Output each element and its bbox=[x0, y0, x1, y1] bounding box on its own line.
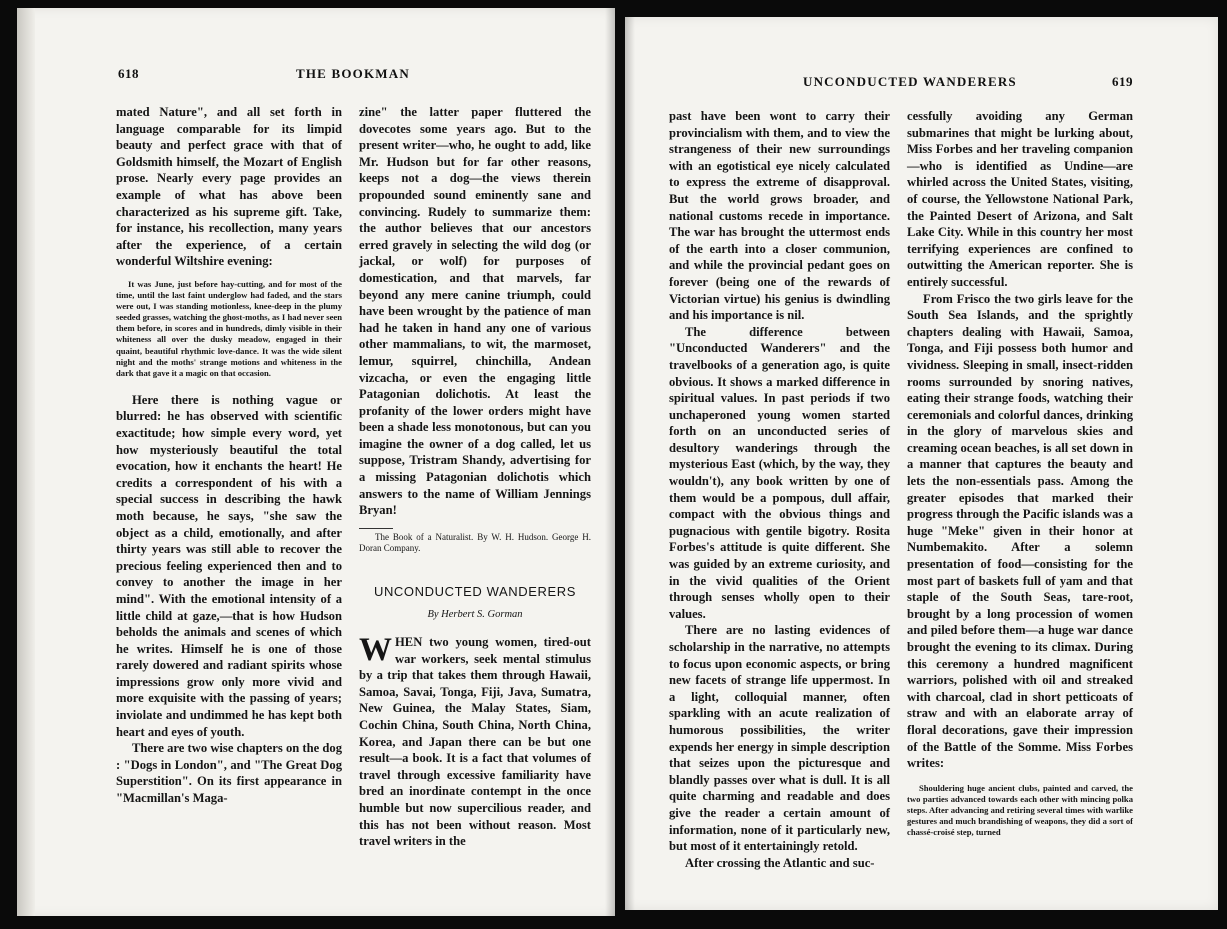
paragraph: There are two wise chapters on the dog : "Dogs in London", and "The Great Dog Superstition". On its first appearance in "Macmillan's Maga- bbox=[116, 741, 342, 806]
block-quote: It was June, just before hay-cutting, and for most of the time, until the last faint underglow had faded, and the stars were out, I was standing motionless, knee-deep in the plumy seeded grasses, watching the ghost-moths, as I had never seen them before, in scores and in hundreds, dimly visible in their whiteness all over the dusky meadow, engaged in their quaint, beautiful rhythmic love-dance. It was the wide silent night and the moths' strange motions and whiteness in the dark that gave it a magic on that occasion. bbox=[116, 278, 342, 378]
paragraph-text: HEN two young women, tired-out war workers, seek mental stimulus by a trip that takes them through Hawaii, Samoa, Savai, Tonga, Fiji, Java, Sumatra, New Guinea, the Malay States, Siam, Cochin China, South China, North China, Korea, and Japan there can be but one result—a book. It is a fact that volumes of travel through excessive familiarity have bred an inordinate contempt in the once humble but now supercilious reader, and this has not been without reason. Most travel writers in the bbox=[359, 635, 591, 849]
running-head: THE BOOKMAN bbox=[296, 66, 410, 81]
gutter-shadow bbox=[605, 8, 615, 916]
paragraph: Here there is nothing vague or blurred: he has observed with scientific exactitude; how simple every word, yet how mysteriously beautiful the total evocation, how it enchants the heart! He credits a correspondent of his with a special success in describing the hawk moth because, he says, "she saw the object as a child, emotionally, and after thirty years was still able to recover the precious feeling experienced then and to convey to another the image in her mind". With the emotional intensity of a little child at gaze,—that is how Hudson beholds the animals and scenes of which he writes. Himself he is one of those rarely dowered and radiant spirits whose impressions grow only more vivid and more exquisite with the passing of years; inviolate and undimmed he has kept both heart and eyes of youth. bbox=[116, 392, 342, 739]
right-page bbox=[625, 17, 1218, 910]
page-edge bbox=[17, 8, 35, 916]
footnote-rule bbox=[359, 528, 393, 529]
paragraph: cessfully avoiding any German submarines that might be lurking about, Miss Forbes and her traveling companion—who is identified as Undine—are whirled across the United States, visiting, of course, the Yellowstone National Park, the Painted Desert of Arizona, and Salt Lake City. While in this country her most terrifying experiences are confined to outwitting the American reporter. She is entirely successful. bbox=[907, 109, 1133, 289]
column-2 bbox=[359, 104, 591, 850]
paragraph: From Frisco the two girls leave for the South Sea Islands, and the sprightly chapters dealing with Hawaii, Samoa, Tonga, and Fiji possess both humor and vividness. Sleeping in small, insect-ridden rooms surrounded by snoring natives, eating their strange foods, watching their ceremonials and colorful dances, drinking in the glory of marvelous skies and creaming ocean beaches, is all set down in a manner that captures the beauty and lets the non-essentials pass. Among the greater episodes that marked their progress through the Pacific islands was a huge "Meke" given in their honor at Numbemakito. After a solemn presentation of food—consisting for the most part of baskets full of yam and that staple of the South Seas, tare-root, brought by a long procession of women and piled before them—a huge war dance brought the evening to its climax. During this ceremony a hundred magnificent warriors, polished with oil and streaked with charcoal, clad in short petticoats of straw and with an elaborate array of floral decorations, gave their impression of the Battle of the Somme. Miss Forbes writes: bbox=[907, 291, 1133, 771]
paragraph: After crossing the Atlantic and suc- bbox=[685, 855, 875, 870]
paragraph: mated Nature", and all set forth in language comparable for its limpid beauty and perfect grace with that of Goldsmith himself, the Mozart of English prose. Nearly every page provides an example of what has above been characterized as his supreme gift. Take, for instance, his recollection, many years after the experience, of a certain wonderful Wiltshire evening: bbox=[116, 105, 342, 269]
page-number: 619 bbox=[1112, 74, 1133, 89]
column-2 bbox=[907, 108, 1133, 838]
column-1 bbox=[669, 108, 890, 871]
running-head: UNCONDUCTED WANDERERS bbox=[803, 74, 1017, 89]
article-title: UNCONDUCTED WANDERERS bbox=[373, 583, 577, 599]
left-page bbox=[17, 8, 615, 916]
drop-cap: W bbox=[359, 632, 392, 669]
paragraph: There are no lasting evidences of scholarship in the narrative, no attempts to focus upon economic aspects, or bring new facets of strange life uppermost. In a light, colloquial manner, often sparkling with an acute realization of humorous possibilities, the writer expends her energy in simple description that seizes upon the picturesque and blandly passes over what is dull. It is all quite charming and readable and does give the reader a certain amount of information, none of it particularly new, but most of it entertainingly retold. bbox=[669, 623, 890, 854]
paragraph: past have been wont to carry their provincialism with them, and to view the strangeness of their new surroundings with an egotistical eye nicely calculated to express the extreme of disapproval. But the world grows broader, and national customs recede in importance. The war has brought the uttermost ends of the earth into a closer communion, and while the provincial pedant goes on forever (being one of the rewards of Victorian virtue) his genius is dwindling and his importance is nil. bbox=[669, 109, 890, 323]
page-number: 618 bbox=[118, 66, 139, 81]
gutter-shadow bbox=[625, 17, 635, 910]
paragraph bbox=[359, 634, 591, 850]
paragraph: zine" the latter paper fluttered the dovecotes some years ago. But to the present writer—who, he ought to add, like Mr. Hudson but for far other reasons, keeps not a dog—the views therein propounded sound eminently sane and convincing. Rudely to summarize them: the author believes that our ancestors erred gravely in selecting the wild dog (or jackal, or wolf) for purposes of domestication, and that marvels, far beyond any mere canine triumph, could have been wrought by the patience of man had he taken in hand any one of various other mammalians, to wit, the marmoset, lemur, squirrel, chinchilla, Andean vizcacha, or even the engaging little Patagonian dolichotis. At least the profanity of the lower orders might have been a shade less monotonous, but can you imagine the owner of a dog called, let us suppose, Tristram Shandy, advertising for a missing Patagonian dolichotis which answers to the name of William Jennings Bryan! bbox=[359, 105, 591, 518]
byline: By Herbert S. Gorman bbox=[427, 609, 523, 621]
paragraph: The difference between "Unconducted Wanderers" and the travelbooks of a generation ago, is quite obvious. It shows a marked difference in spiritual values. In past periods if two unchaperoned young women started forth on an unconducted series of desultory wanderings through the mysterious East (which, by the way, they wouldn't), any book written by one of them would be a pompous, dull affair, compact with the obvious things and pugnacious with gentile bigotry. Rosita Forbes's attitude is quite different. She was guided by an extreme curiosity, and in the vivid qualities of the Orient through senses wholly open to their values. bbox=[669, 324, 890, 621]
column-1 bbox=[116, 104, 342, 807]
footnote: The Book of a Naturalist. By W. H. Hudson. George H. Doran Company. bbox=[359, 531, 591, 553]
block-quote: Shouldering huge ancient clubs, painted and carved, the two parties advanced towards each other with mincing polka steps. After advancing and retiring several times with warlike gestures and much brandishing of weapons, they did a sort of chassé-croisé step, turned bbox=[907, 782, 1133, 838]
